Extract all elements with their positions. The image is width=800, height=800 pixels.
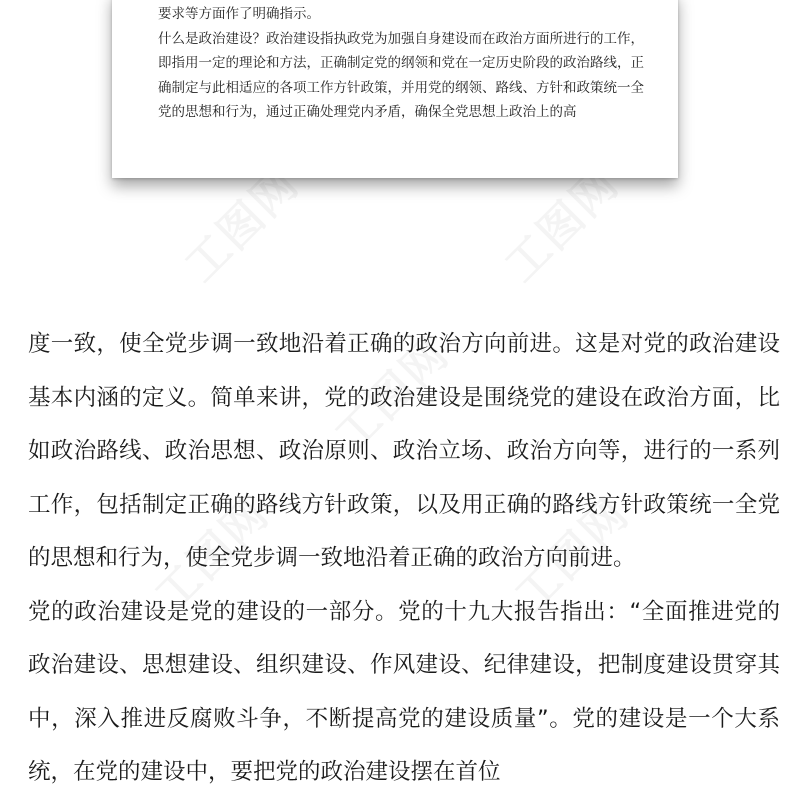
document-preview-card <box>112 0 678 178</box>
preview-line-top: 要求等方面作了明确指示。 <box>158 6 320 22</box>
preview-paragraph: 什么是政治建设？政治建设指执政党为加强自身建设而在政治方面所进行的工作，即指用一定的理论和方法，正确制定党的纲领和党在一定历史阶段的政治路线，正确制定与此相适应的各项工作方针政策，并用党的纲领、路线、方针和政策统一全党的思想和行为，通过正确处理党内矛盾，确保全党思想上政治上的高 <box>158 30 644 120</box>
body-paragraph-1: 度一致，使全党步调一致地沿着正确的政治方向前进。这是对党的政治建设基本内涵的定义。简单来讲，党的政治建设是围绕党的建设在政治方面，比如政治路线、政治思想、政治原则、政治立场、政治方向等，进行的一系列工作，包括制定正确的路线方针政策，以及用正确的路线方针政策统一全党的思想和行为，使全党步调一致地沿着正确的政治方向前进。 <box>28 331 780 571</box>
document-body <box>28 318 780 800</box>
body-paragraph-2: 党的政治建设是党的建设的一部分。党的十九大报告指出：“全面推进党的政治建设、思想建设、组织建设、作风建设、纪律建设，把制度建设贯穿其中，深入推进反腐败斗争，不断提高党的建设质量”。党的建设是一个大系统，在党的建设中，要把党的政治建设摆在首位 <box>28 598 780 785</box>
